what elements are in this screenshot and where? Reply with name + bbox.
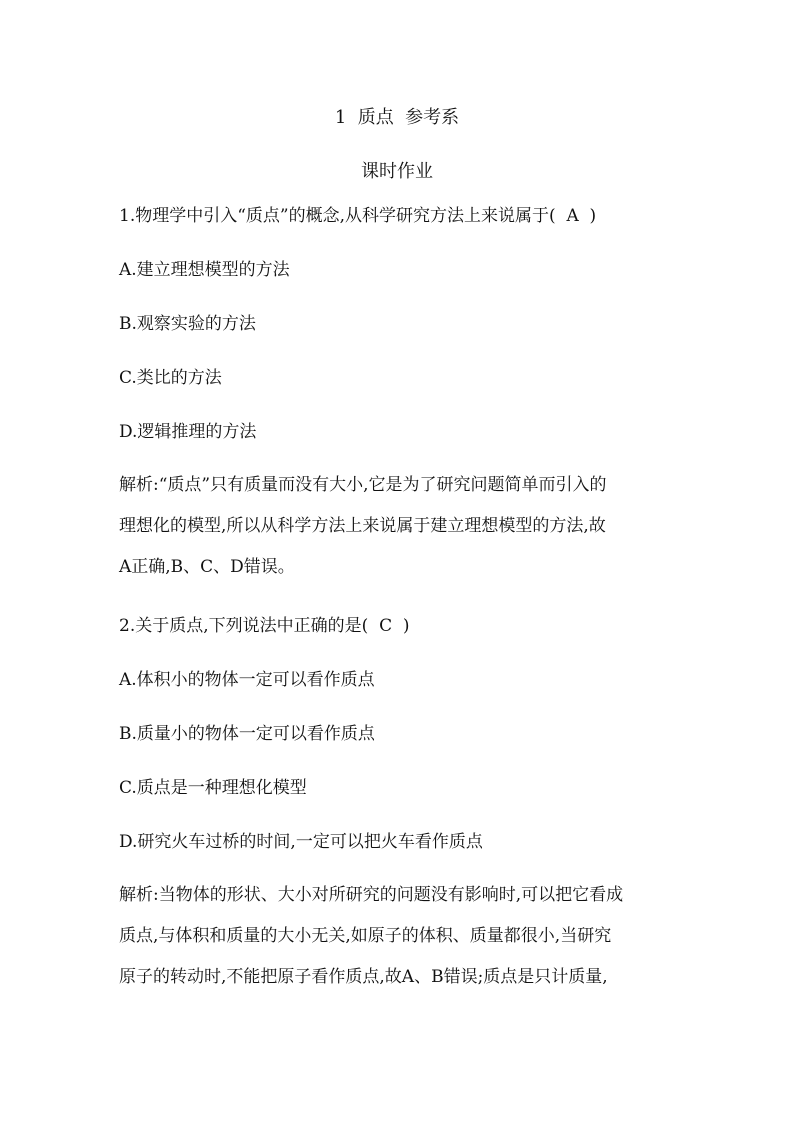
question-1-explanation-line: 理想化的模型,所以从科学方法上来说属于建立理想模型的方法,故 bbox=[119, 516, 606, 536]
question-2-option-d: D.研究火车过桥的时间,一定可以把火车看作质点 bbox=[119, 832, 483, 852]
page-title: 1 质点 参考系 bbox=[334, 107, 460, 128]
question-2-explanation-line: 质点,与体积和质量的大小无关,如原子的体积、质量都很小,当研究 bbox=[119, 926, 612, 946]
question-2-explanation-line: 原子的转动时,不能把原子看作质点,故A、B错误;质点是只计质量, bbox=[119, 967, 608, 987]
question-1-option-c: C.类比的方法 bbox=[119, 368, 222, 388]
page-subtitle: 课时作业 bbox=[361, 161, 433, 182]
question-1-explanation-line: A正确,B、C、D错误。 bbox=[119, 557, 295, 577]
question-2-explanation-line: 解析:当物体的形状、大小对所研究的问题没有影响时,可以把它看成 bbox=[119, 885, 624, 905]
question-1-option-a: A.建立理想模型的方法 bbox=[119, 260, 290, 280]
question-2-stem: 2.关于质点,下列说法中正确的是( C ) bbox=[119, 616, 410, 636]
question-1-stem: 1.物理学中引入“质点”的概念,从科学研究方法上来说属于( A ) bbox=[119, 206, 597, 226]
question-2-option-c: C.质点是一种理想化模型 bbox=[119, 778, 307, 798]
question-1-option-b: B.观察实验的方法 bbox=[119, 314, 256, 334]
question-1-explanation bbox=[119, 465, 679, 588]
question-2-option-a: A.体积小的物体一定可以看作质点 bbox=[119, 670, 375, 690]
question-1-explanation-line: 解析:“质点”只有质量而没有大小,它是为了研究问题简单而引入的 bbox=[119, 475, 607, 495]
document-content bbox=[119, 204, 679, 1024]
question-2-option-b: B.质量小的物体一定可以看作质点 bbox=[119, 724, 375, 744]
question-2-explanation bbox=[119, 875, 679, 998]
question-1-option-d: D.逻辑推理的方法 bbox=[119, 422, 257, 442]
